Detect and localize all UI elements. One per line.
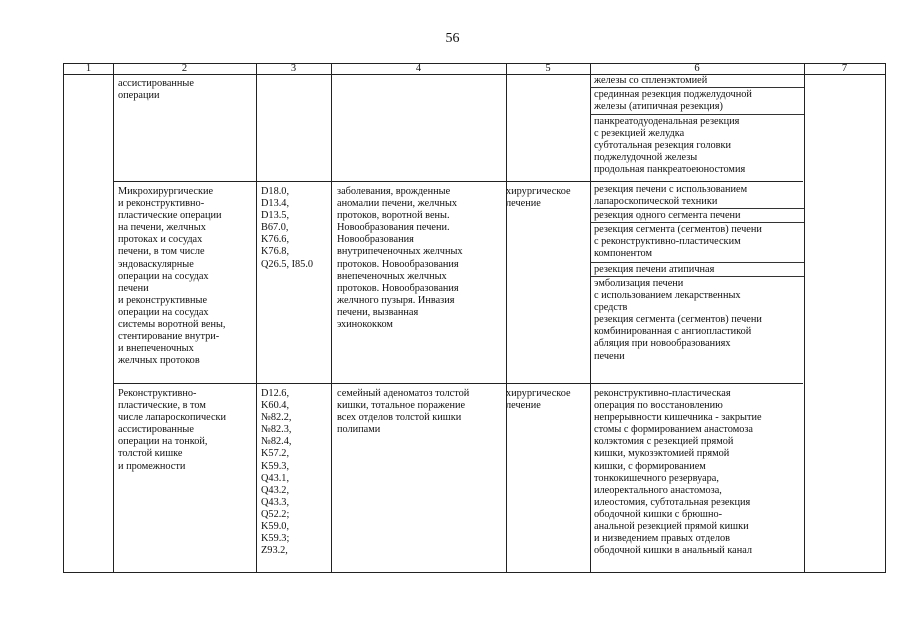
column-divider <box>590 64 591 572</box>
patient-model: семейный аденоматоз толстой кишки, тотальное поражение всех отделов толстой кишки полипами <box>337 388 470 436</box>
page-number: 56 <box>445 31 460 46</box>
services-table <box>63 63 886 573</box>
method-item: реконструктивно-пластическая операция по восстановлению непрерывности кишечника - закрытие стомы с формированием анастомоза колэктомия с резекцией прямой кишки, мукозэктомией прямой кишки, с формированием тонкокишечного резервуара, илеоректального анастомоза, илеостомия, субтотальная резекция ободочной кишки с брюшно- анальной резекцией прямой кишки и низведением правых отделов ободочной кишки в анальный канал <box>594 388 762 557</box>
method-item: резекция сегмента (сегментов) печени с реконструктивно-пластическим компонентом <box>594 224 762 260</box>
method-item: срединная резекция поджелудочной железы (атипичная резекция) <box>594 89 752 113</box>
method-item: железы со спленэктомией <box>594 75 708 86</box>
intervention-name: Реконструктивно- пластические, в том числе лапароскопически ассистированные операции на тонкой, толстой кишке и промежности <box>118 388 227 472</box>
column-divider <box>331 64 332 572</box>
method-item: резекция печени с использованием лапароскопической техники <box>594 184 748 208</box>
intervention-name: ассистированные операции <box>118 78 194 102</box>
header-cell: 5 <box>545 63 551 74</box>
method-item: резекция печени атипичная <box>594 264 715 275</box>
intervention-name: Микрохирургические и реконструктивно- пластические операции на печени, желчных протоках и сосудах печени, в том числе эндоваскулярные операции на сосудах печени и реконструктивные операции на сосудах системы воротной вены, стентирование внутри- и внепеченочных желчных протоков <box>118 186 226 367</box>
header-cell: 7 <box>841 63 848 74</box>
method-item: эмболизация печени с использованием лекарственных средств резекция сегмента (сегментов) печени комбинированная с ангиопластикой абляция при новообразованиях печени <box>594 278 762 362</box>
header-cell: 4 <box>415 63 422 74</box>
method-divider <box>590 222 804 223</box>
header-cell: 3 <box>290 63 297 74</box>
method-item: панкреатодуоденальная резекция с резекцией желудка субтотальная резекция головки поджелудочной железы продольная панкреатоеюностомия <box>594 116 746 176</box>
icd-codes: D12.6, K60.4, №82.2, №82.3, №82.4, K57.2, K59.3, Q43.1, Q43.2, Q43.3, Q52.2; K59.0, K59.3; Z93.2, <box>261 388 292 557</box>
column-divider <box>113 64 114 572</box>
method-divider <box>590 87 804 88</box>
header-cell: 2 <box>181 63 188 74</box>
icd-codes: D18.0, D13.4, D13.5, B67.0, K76.6, K76.8, Q26.5, I85.0 <box>261 186 314 270</box>
patient-model: заболевания, врожденные аномалии печени, желчных протоков, воротной вены. Новообразования печени. Новообразования внутрипеченочных желчных протоков. Новообразования внепеченочных желчных протоков. Новообразования желчного пузыря. Инвазия печени, вызванная эхинококком <box>337 186 463 331</box>
column-divider <box>506 64 507 572</box>
method-divider <box>590 262 804 263</box>
row-divider <box>113 181 803 182</box>
header-cell: 6 <box>694 63 700 74</box>
column-divider <box>256 64 257 572</box>
treatment-type: хирургическое лечение <box>506 388 571 412</box>
treatment-type: хирургическое лечение <box>506 186 571 210</box>
method-item: резекция одного сегмента печени <box>594 210 741 221</box>
header-cell: 1 <box>85 63 92 74</box>
method-divider <box>590 114 804 115</box>
column-divider <box>804 64 805 572</box>
row-divider <box>113 383 803 384</box>
method-divider <box>590 276 804 277</box>
